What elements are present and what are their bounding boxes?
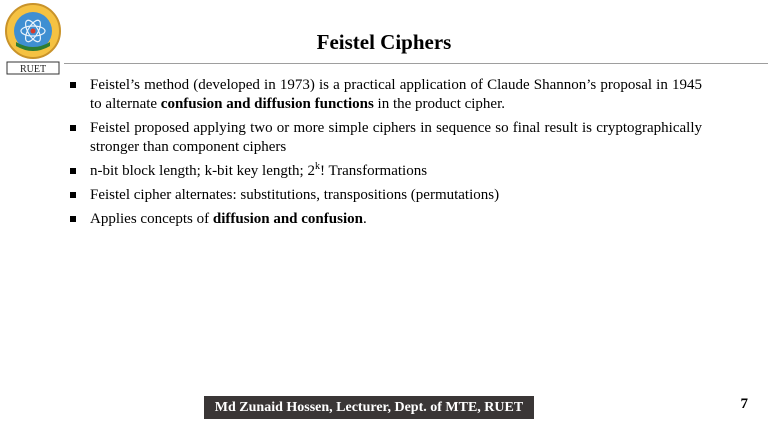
superscript: k [314,161,320,172]
bullet-list [70,76,702,234]
bullet-item: Applies concepts of diffusion and confusion. [70,210,702,229]
square-bullet-icon [70,216,76,222]
bullet-item: n-bit block length; k-bit key length; 2$^k$! Transformations [70,162,702,181]
title-divider [64,63,768,64]
footer-author: Md Zunaid Hossen, Lecturer, Dept. of MTE, RUET [204,396,534,419]
square-bullet-icon [70,125,76,131]
svg-text:RUET: RUET [19,64,47,75]
square-bullet-icon [70,168,76,174]
bullet-item: Feistel cipher alternates: substitutions, transpositions (permutations) [70,186,702,205]
slide-title: Feistel Ciphers [316,30,452,54]
square-bullet-icon [70,192,76,198]
emphasis: confusion and diffusion functions [160,96,374,112]
bullet-item: Feistel’s method (developed in 1973) is a practical application of Claude Shannon’s proposal in 1945 to alternate confusion and diffusion functions in the product cipher. [70,76,702,114]
square-bullet-icon [70,82,76,88]
page-number: 7 [740,396,748,412]
bullet-item: Feistel proposed applying two or more simple ciphers in sequence so final result is cryptographically stronger than component ciphers [70,119,702,157]
emphasis: diffusion and confusion [212,211,363,227]
